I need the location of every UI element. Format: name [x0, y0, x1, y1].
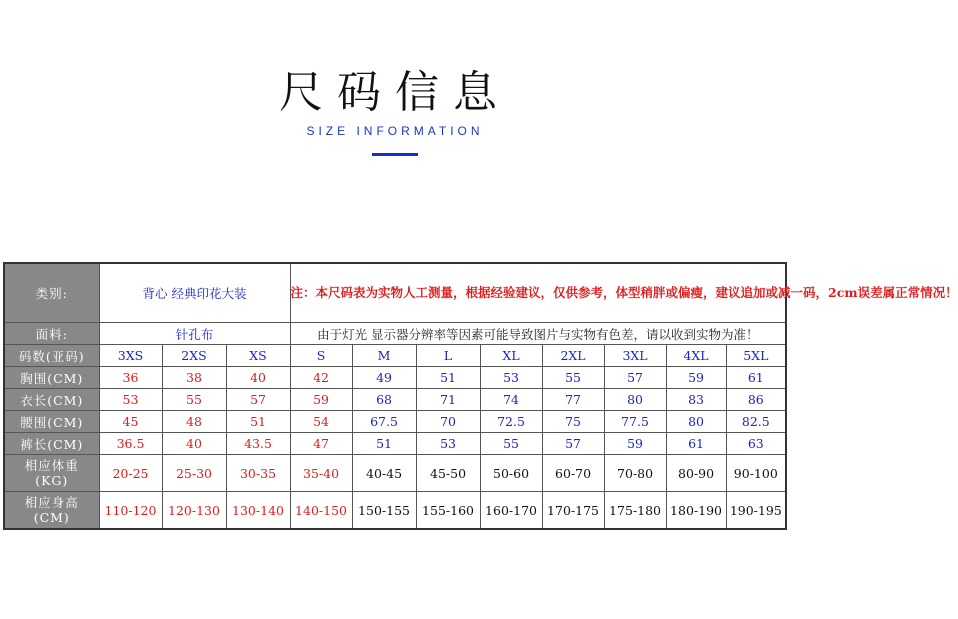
size-cell: 3XS — [99, 345, 162, 367]
size-cell: XS — [226, 345, 290, 367]
value-cell: 72.5 — [480, 411, 542, 433]
value-cell: 47 — [290, 433, 352, 455]
size-header-row — [4, 345, 786, 367]
value-cell: 180-190 — [666, 492, 726, 530]
value-cell: 83 — [666, 389, 726, 411]
value-cell: 190-195 — [726, 492, 786, 530]
value-cell: 170-175 — [542, 492, 604, 530]
value-cell: 20-25 — [99, 455, 162, 492]
fabric-value: 针孔布 — [99, 323, 290, 345]
value-cell: 45-50 — [416, 455, 480, 492]
value-cell: 61 — [726, 367, 786, 389]
value-cell: 40-45 — [352, 455, 416, 492]
measurement-note: 注：本尺码表为实物人工测量，根据经验建议，仅供参考，体型稍胖或偏瘦，建议追加或减一码，2cm误差属正常情况！ — [290, 263, 786, 323]
value-cell: 55 — [542, 367, 604, 389]
pants-length-row — [4, 433, 786, 455]
value-cell: 60-70 — [542, 455, 604, 492]
size-cell: XL — [480, 345, 542, 367]
value-cell: 38 — [162, 367, 226, 389]
size-cell: 4XL — [666, 345, 726, 367]
size-cell: M — [352, 345, 416, 367]
value-cell: 40 — [162, 433, 226, 455]
row-label — [4, 455, 99, 492]
row-label: 腰围(CM) — [4, 411, 99, 433]
value-cell: 36 — [99, 367, 162, 389]
value-cell: 155-160 — [416, 492, 480, 530]
value-cell: 67.5 — [352, 411, 416, 433]
value-cell: 90-100 — [726, 455, 786, 492]
value-cell: 45 — [99, 411, 162, 433]
value-cell: 70-80 — [604, 455, 666, 492]
row-label: 裤长(CM) — [4, 433, 99, 455]
row-label — [4, 492, 99, 530]
row-label-line: 相应身高 — [24, 495, 79, 510]
row-label: 胸围(CM) — [4, 367, 99, 389]
value-cell: 48 — [162, 411, 226, 433]
row-label: 衣长(CM) — [4, 389, 99, 411]
chest-row — [4, 367, 786, 389]
value-cell: 57 — [604, 367, 666, 389]
value-cell: 25-30 — [162, 455, 226, 492]
value-cell: 110-120 — [99, 492, 162, 530]
value-cell: 43.5 — [226, 433, 290, 455]
value-cell: 74 — [480, 389, 542, 411]
size-cell: 3XL — [604, 345, 666, 367]
value-cell: 54 — [290, 411, 352, 433]
value-cell: 80 — [604, 389, 666, 411]
waist-row — [4, 411, 786, 433]
value-cell: 80 — [666, 411, 726, 433]
color-disclaimer: 由于灯光 显示器分辨率等因素可能导致图片与实物有色差，请以收到实物为准！ — [290, 323, 786, 345]
value-cell: 57 — [226, 389, 290, 411]
value-cell: 53 — [99, 389, 162, 411]
value-cell: 150-155 — [352, 492, 416, 530]
size-cell: 5XL — [726, 345, 786, 367]
value-cell: 53 — [416, 433, 480, 455]
value-cell: 51 — [416, 367, 480, 389]
value-cell: 86 — [726, 389, 786, 411]
value-cell: 63 — [726, 433, 786, 455]
size-table — [3, 262, 958, 530]
value-cell: 59 — [290, 389, 352, 411]
value-cell: 55 — [162, 389, 226, 411]
size-cell: 2XL — [542, 345, 604, 367]
value-cell: 77.5 — [604, 411, 666, 433]
value-cell: 70 — [416, 411, 480, 433]
category-label: 类别: — [4, 263, 99, 323]
value-cell: 82.5 — [726, 411, 786, 433]
value-cell: 49 — [352, 367, 416, 389]
value-cell: 175-180 — [604, 492, 666, 530]
value-cell: 77 — [542, 389, 604, 411]
value-cell: 59 — [666, 367, 726, 389]
row-label-line: 相应体重 — [24, 458, 79, 473]
value-cell: 160-170 — [480, 492, 542, 530]
weight-row — [4, 455, 786, 492]
page-title: 尺码信息 — [279, 67, 511, 118]
size-cell: L — [416, 345, 480, 367]
value-cell: 80-90 — [666, 455, 726, 492]
row-label-unit: (CM) — [33, 510, 70, 525]
size-label: 码数(亚码) — [4, 345, 99, 367]
length-row — [4, 389, 786, 411]
value-cell: 35-40 — [290, 455, 352, 492]
size-cell: S — [290, 345, 352, 367]
value-cell: 59 — [604, 433, 666, 455]
row-label-unit: (KG) — [35, 473, 69, 488]
value-cell: 57 — [542, 433, 604, 455]
value-cell: 71 — [416, 389, 480, 411]
page-subtitle: SIZE INFORMATION — [306, 124, 484, 138]
category-value: 背心 经典印花大装 — [99, 263, 290, 323]
value-cell: 51 — [226, 411, 290, 433]
value-cell: 130-140 — [226, 492, 290, 530]
value-cell: 61 — [666, 433, 726, 455]
height-row — [4, 492, 786, 530]
size-cell: 2XS — [162, 345, 226, 367]
value-cell: 68 — [352, 389, 416, 411]
fabric-row — [4, 323, 786, 345]
value-cell: 53 — [480, 367, 542, 389]
value-cell: 140-150 — [290, 492, 352, 530]
value-cell: 42 — [290, 367, 352, 389]
value-cell: 30-35 — [226, 455, 290, 492]
value-cell: 51 — [352, 433, 416, 455]
value-cell: 50-60 — [480, 455, 542, 492]
value-cell: 75 — [542, 411, 604, 433]
title-underline — [372, 153, 418, 156]
value-cell: 40 — [226, 367, 290, 389]
value-cell: 120-130 — [162, 492, 226, 530]
category-row — [4, 263, 786, 323]
fabric-label: 面料: — [4, 323, 99, 345]
value-cell: 36.5 — [99, 433, 162, 455]
value-cell: 55 — [480, 433, 542, 455]
